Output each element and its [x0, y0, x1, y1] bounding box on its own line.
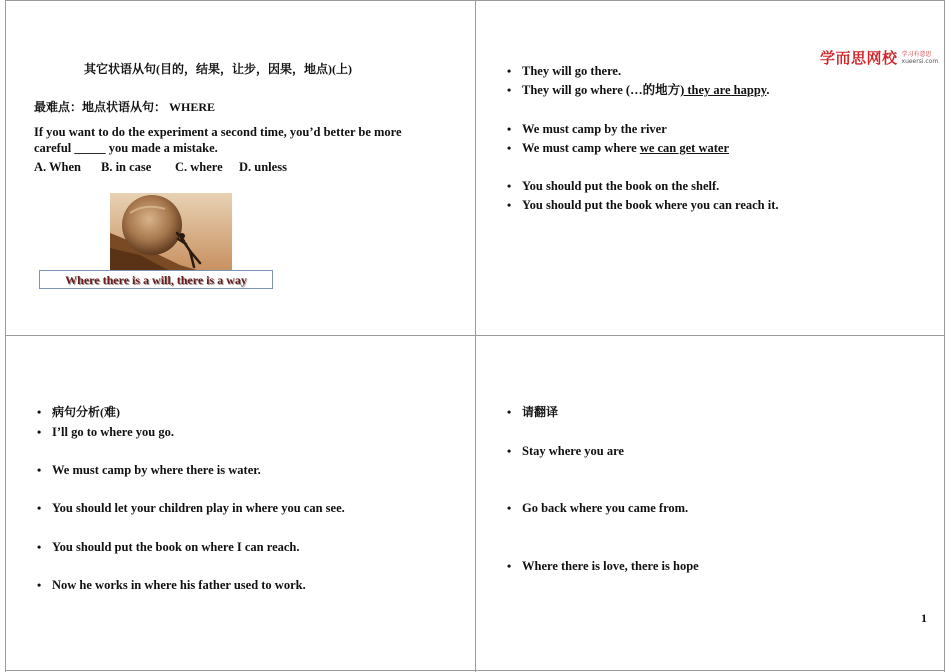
underlined-clause: ) they are happy	[680, 83, 767, 97]
bullet-icon: •	[37, 463, 42, 477]
bullet-text: We must camp where	[522, 141, 640, 155]
xueersi-logo	[820, 47, 938, 68]
slide-2-bullet-2	[522, 83, 769, 98]
logo-main-text: 学而思网校	[820, 49, 898, 67]
bullet-icon: •	[37, 578, 42, 592]
bullet-icon: •	[507, 444, 512, 458]
sisyphus-boulder-photo	[110, 193, 232, 271]
bullet-icon: •	[507, 559, 512, 573]
bullet-icon: •	[37, 405, 42, 419]
logo-sub	[902, 51, 939, 65]
page-number: 1	[921, 611, 927, 625]
slide-2-bullet-1: They will go there.	[522, 64, 622, 78]
bullet-icon: •	[507, 64, 512, 78]
logo-sub-cn: 学习有意思	[901, 50, 932, 58]
slide-2-bullet-3: We must camp by the river	[522, 122, 667, 136]
slide-3-heading: 病句分析(难)	[52, 405, 120, 419]
slide-3-bullet-4: You should put the book on where I can reach.	[52, 540, 300, 554]
slide-3-bullet-5: Now he works in where his father used to work.	[52, 578, 306, 592]
hardest-point-label: 最难点：地点状语从句：	[34, 100, 167, 114]
slide-2-bullet-6: You should put the book where you can reach it.	[522, 198, 779, 212]
bullet-icon: •	[507, 198, 512, 212]
slide-3-bullet-1: I’ll go to where you go.	[52, 425, 174, 439]
question-line-1: If you want to do the experiment a second time, you’d better be more	[34, 125, 402, 139]
question-text-a: careful	[34, 141, 72, 155]
slide-3-bullet-2: We must camp by where there is water.	[52, 463, 261, 477]
question-text-b: you made a mistake.	[108, 141, 218, 155]
slide-2-bullet-4	[522, 141, 729, 156]
bullet-icon: •	[507, 501, 512, 515]
slide-2-bullet-5: You should put the book on the shelf.	[522, 179, 720, 193]
slide-1-title: 其它状语从句(目的，结果，让步，因果，地点)(上)	[84, 62, 352, 76]
answer-option-a: A. When	[34, 160, 82, 174]
bullet-icon: •	[507, 405, 512, 419]
slide-grid-left	[5, 0, 6, 672]
slide-grid-bottom	[5, 670, 945, 671]
bullet-icon: •	[37, 425, 42, 439]
bullet-icon: •	[507, 141, 512, 155]
hardest-point-word: WHERE	[169, 100, 216, 114]
underlined-clause: we can get water	[639, 141, 730, 155]
image-caption: Where there is a will, there is a way	[65, 273, 247, 287]
bullet-icon: •	[507, 83, 512, 97]
hardest-point-line	[34, 100, 215, 115]
logo-sub-en: xueersi.com	[901, 57, 939, 65]
slide-4-bullet-3: Where there is love, there is hope	[522, 559, 699, 573]
slide-4-bullet-1: Stay where you are	[522, 444, 624, 458]
slide-grid-vertical-divider	[475, 0, 476, 672]
bullet-icon: •	[37, 540, 42, 554]
bullet-text: They will go where (…的地方	[522, 83, 681, 97]
slide-4-bullet-2: Go back where you came from.	[522, 501, 689, 515]
answer-option-d: D. unless	[239, 160, 287, 174]
slide-4-heading: 请翻译	[522, 405, 559, 419]
slide-grid-right	[944, 0, 945, 672]
bullet-icon: •	[37, 501, 42, 515]
answer-option-b: B. in case	[101, 160, 152, 174]
answer-option-c: C. where	[175, 160, 223, 174]
image-caption-box	[39, 270, 273, 289]
bullet-icon: •	[507, 179, 512, 193]
question-blank: _____	[74, 141, 106, 155]
slide-grid-horizontal-divider	[5, 335, 945, 336]
bullet-icon: •	[507, 122, 512, 136]
bullet-text: .	[766, 83, 770, 97]
slide-3-bullet-3: You should let your children play in where you can see.	[52, 501, 345, 515]
question-line-2	[34, 141, 218, 156]
